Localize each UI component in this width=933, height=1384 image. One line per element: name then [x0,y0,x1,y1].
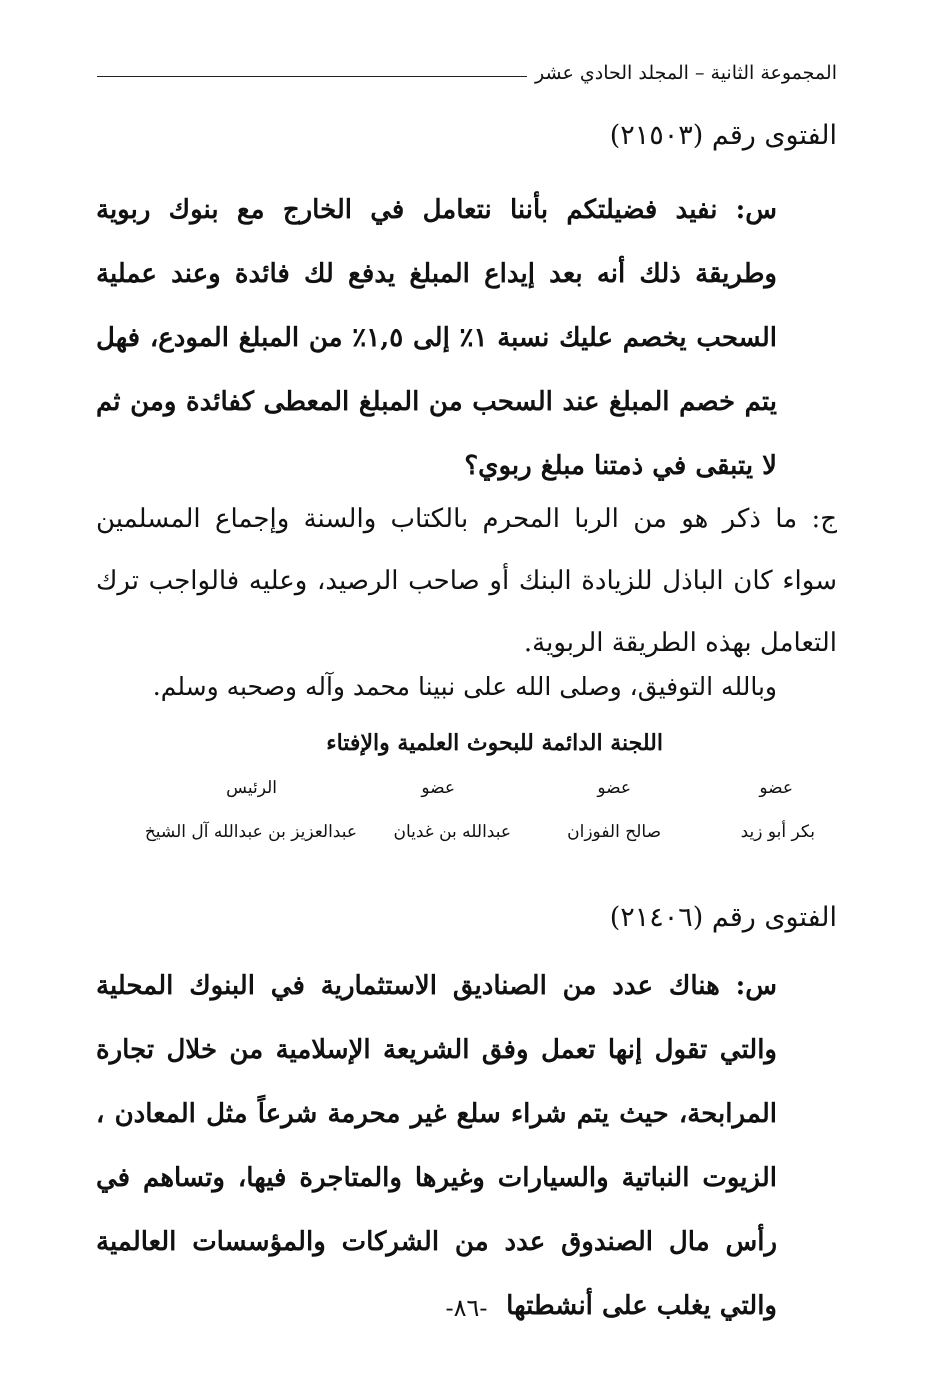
fatwa-title: الفتوى رقم (٢١٤٠٦) [609,902,837,933]
closing-line: وبالله التوفيق، وصلى الله على نبينا محمد وآله وصحبه وسلم. [152,672,777,701]
signatory-name: بكر أبو زيد [740,822,815,842]
question-paragraph: س: نفيد فضيلتكم بأننا نتعامل في الخارج مع بنوك ربوية وطريقة ذلك أنه بعد إيداع المبلغ يدفع لك فائدة وعند عملية السحب يخصم عليك نسبة ١٪ إلى ١,٥٪ من المبلغ المودع، فهل يتم خصم المبلغ عند السحب من المبلغ المعطى كفائدة ومن ثم لا يتبقى في ذمتنا مبلغ ربوي؟ [96,195,778,481]
signatory-role: عضو [421,778,455,798]
page-number: -٨٦- [445,1294,488,1322]
signatory-name: عبدالله بن غديان [393,822,511,842]
question-paragraph: س: هناك عدد من الصناديق الاستثمارية في البنوك المحلية والتي تقول إنها تعمل وفق الشريعة الإسلامية من خلال تجارة المرابحة، حيث يتم شراء سلع غير محرمة شرعاً مثل المعادن ، الزيوت النباتية والسيارات وغيرها والمتاجرة فيها، وتساهم في رأس مال الصندوق عدد من الشركات والمؤسسات العالمية والتي يغلب على أنشطتها [96,971,778,1321]
fatwa-title: الفتوى رقم (٢١٥٠٣) [609,120,837,151]
signatory-role: عضو [759,778,793,798]
signatory-role: عضو [597,778,631,798]
running-header: المجموعة الثانية – المجلد الحادي عشر [535,62,837,84]
signatory-name: عبدالعزيز بن عبدالله آل الشيخ [144,822,357,842]
answer-paragraph: ج: ما ذكر هو من الربا المحرم بالكتاب والسنة وإجماع المسلمين سواء كان الباذل للزيادة البنك أو صاحب الرصيد، وعليه فالواجب ترك التعامل بهذه الطريقة الربوية. [96,504,837,658]
header-rule [97,76,527,77]
signatory-role: الرئيس [226,778,277,798]
committee-name: اللجنة الدائمة للبحوث العلمية والإفتاء [326,730,663,756]
signatory-name: صالح الفوزان [567,822,661,842]
